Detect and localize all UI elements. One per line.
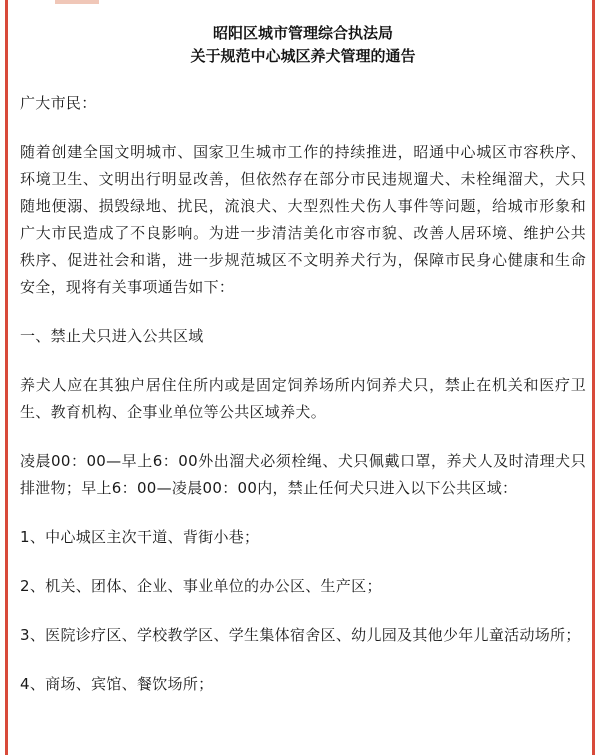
- salutation: 广大市民：: [20, 94, 97, 112]
- list-item-2: 2、机关、团体、企业、事业单位的办公区、生产区；: [20, 577, 382, 595]
- intro-paragraph: 随着创建全国文明城市、国家卫生城市工作的持续推进，昭通中心城区市容秩序、环境卫生、文明出行明显改善，但依然存在部分市民违规遛犬、未栓绳溜犬，犬只随地便溺、损毁绿地、扰民，流浪犬、大型烈性犬伤人事件等问题，给城市形象和广大市民造成了不良影响。为进一步清洁美化市容市貌、改善人居环境、维护公共秩序、促进社会和谐，进一步规范城区不文明养犬行为，保障市民身心健康和生命安全，现将有关事项通告如下：: [20, 143, 586, 296]
- document-title-line-2: 关于规范中心城区养犬管理的通告: [190, 47, 416, 65]
- list-item-3: 3、医院诊疗区、学校教学区、学生集体宿舍区、幼儿园及其他少年儿童活动场所；: [20, 626, 581, 644]
- right-border-line: [592, 0, 595, 755]
- document-content: [20, 22, 586, 698]
- list-item-4: 4、商场、宾馆、餐饮场所；: [20, 675, 214, 693]
- section-1-paragraph: 养犬人应在其独户居住住所内或是固定饲养场所内饲养犬只，禁止在机关和医疗卫生、教育机构、企事业单位等公共区域养犬。: [20, 376, 586, 421]
- section-1-heading: 一、禁止犬只进入公共区域: [20, 327, 204, 345]
- top-accent-bar: [55, 0, 99, 4]
- document-title-line-1: 昭阳区城市管理综合执法局: [212, 24, 393, 42]
- left-border-line: [5, 0, 8, 755]
- list-item-1: 1、中心城区主次干道、背街小巷；: [20, 528, 260, 546]
- time-rule-paragraph: 凌晨00：00—早上6：00外出溜犬必须栓绳、犬只佩戴口罩，养犬人及时清理犬只排泄物；早上6：00—凌晨00：00内，禁止任何犬只进入以下公共区域：: [20, 452, 586, 497]
